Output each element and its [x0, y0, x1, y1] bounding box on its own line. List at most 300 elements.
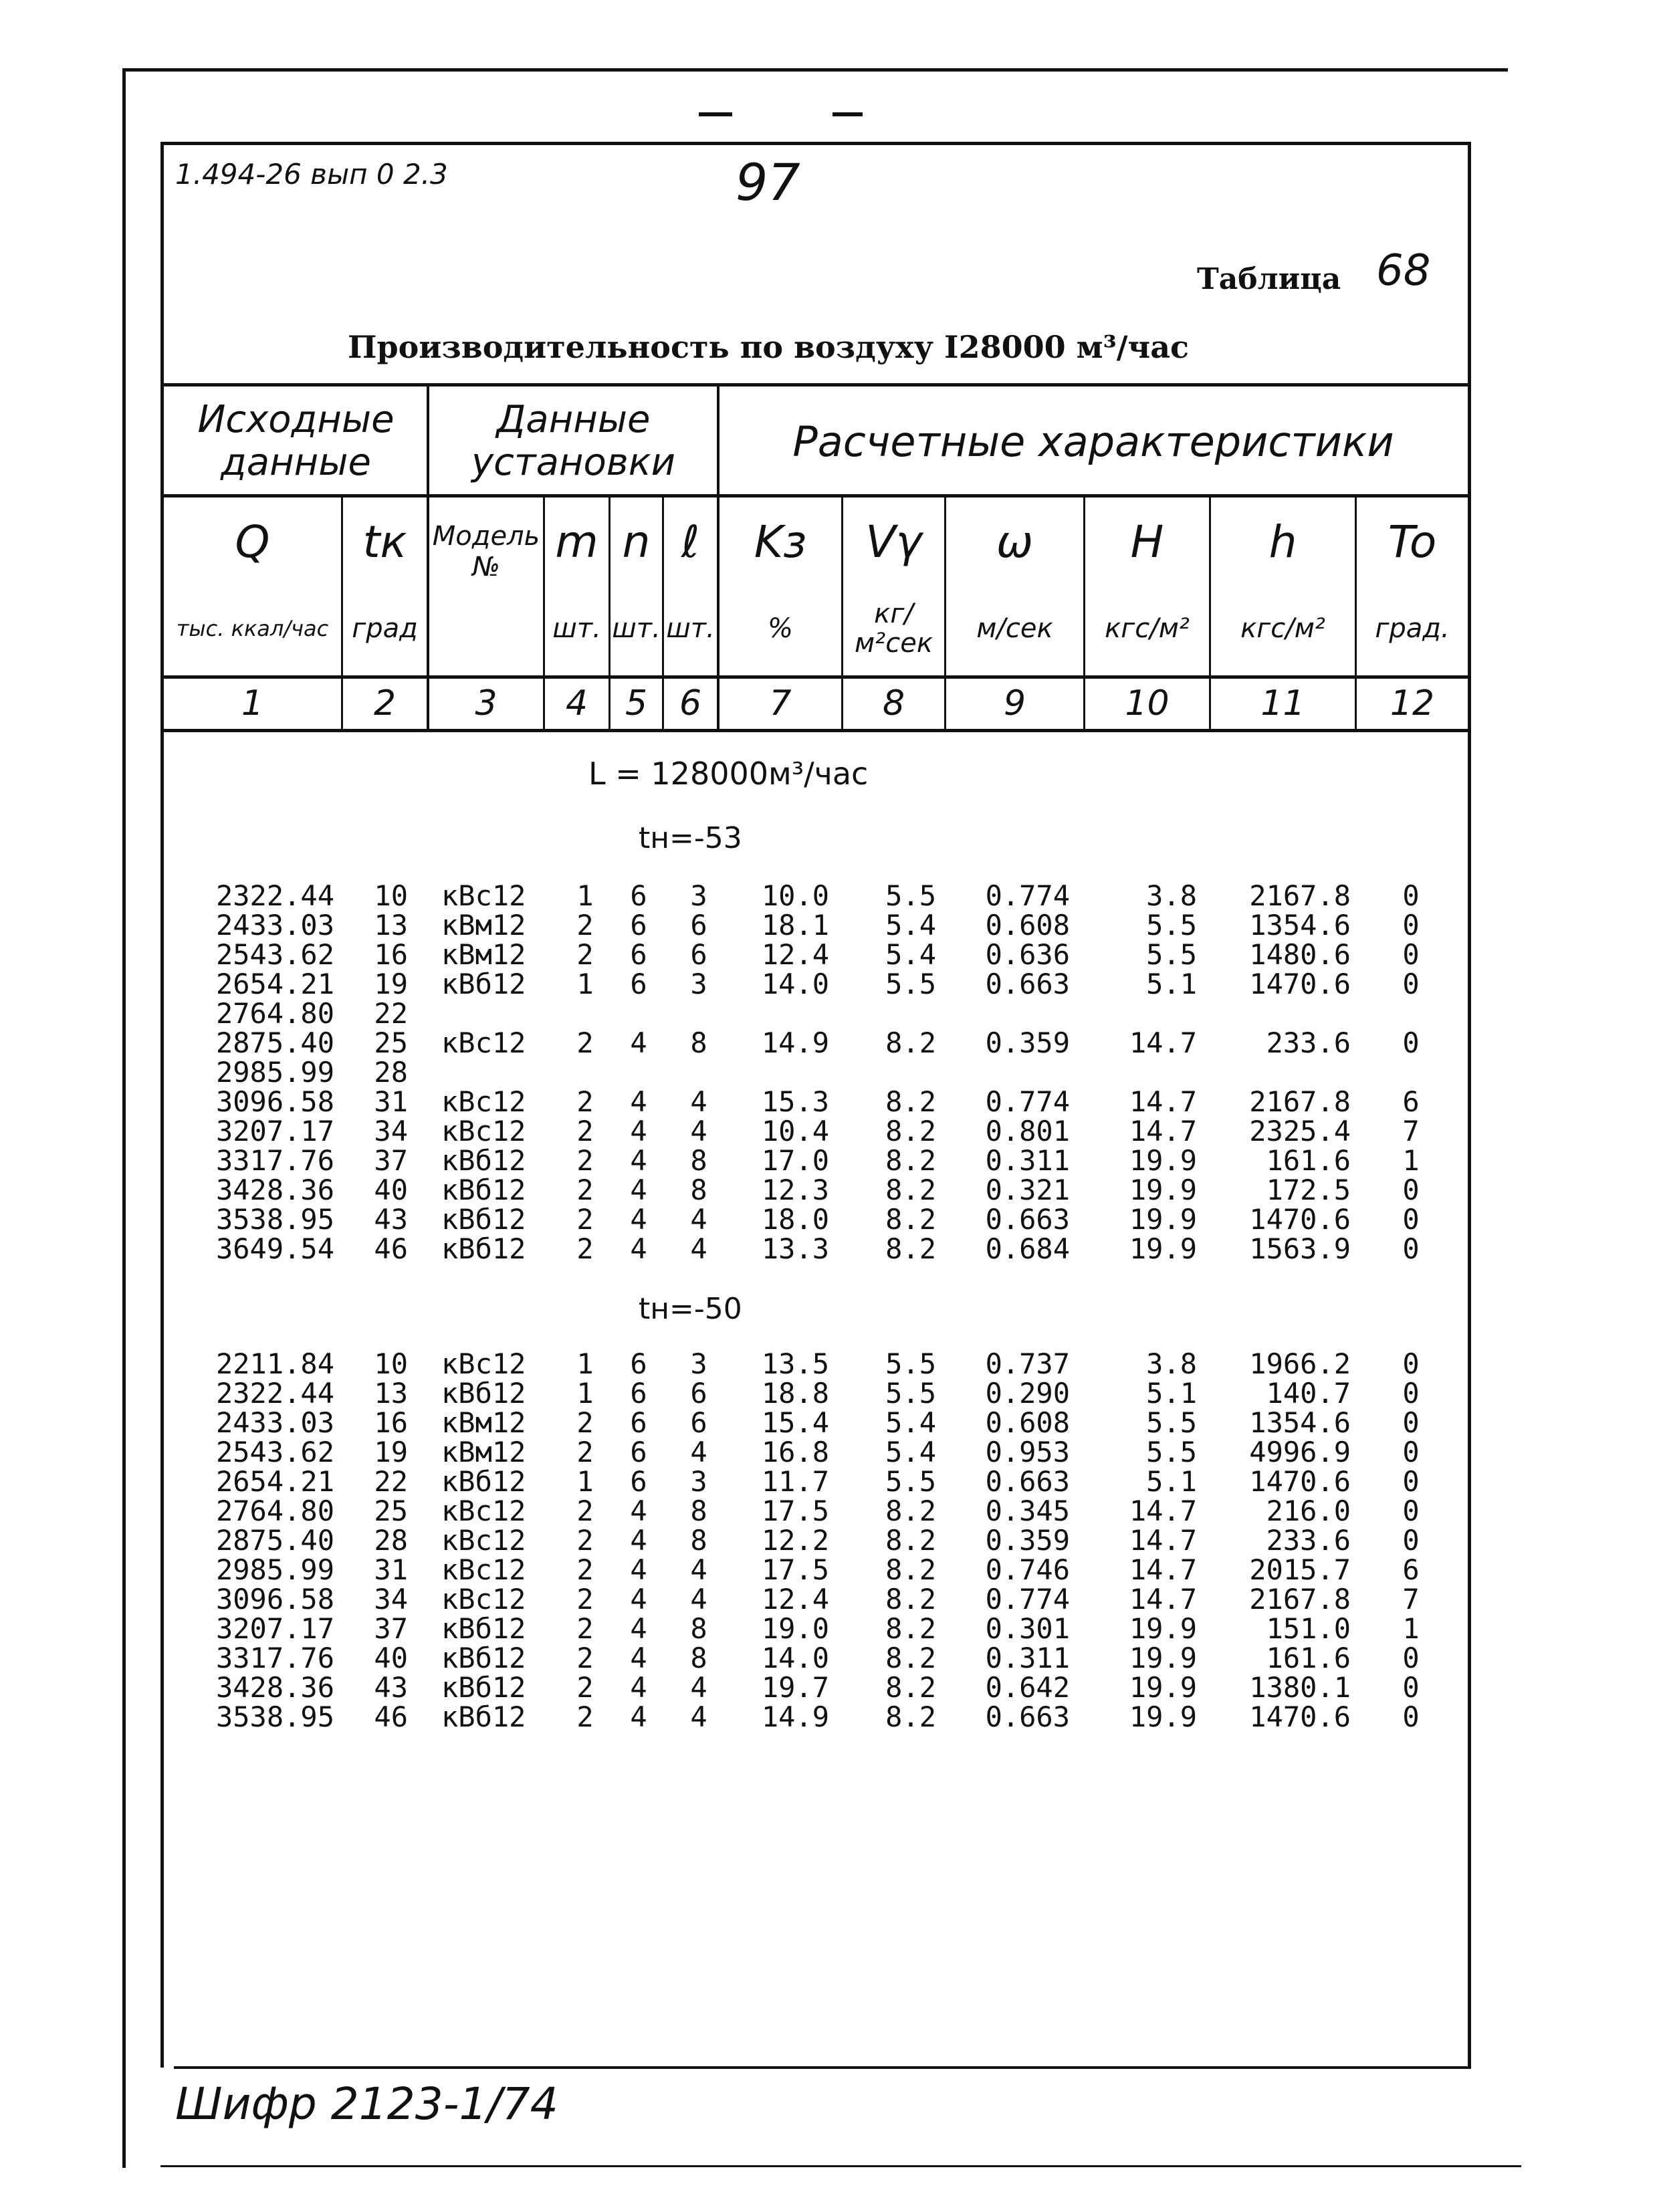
table-cell: 14.7	[1129, 1583, 1197, 1616]
table-cell: 0.608	[985, 1406, 1070, 1439]
table-cell: 19.9	[1129, 1612, 1197, 1645]
table-cell: 161.6	[1266, 1642, 1351, 1674]
table-cell: 2	[576, 909, 594, 942]
table-cell: 17.5	[761, 1495, 829, 1527]
table-cell: 0.345	[985, 1495, 1070, 1527]
table-cell: 5.1	[1146, 968, 1197, 1000]
table-label: Таблица	[1197, 262, 1341, 296]
table-cell: кВб12	[441, 1700, 526, 1733]
table-cell: 8.2	[885, 1642, 936, 1674]
table-cell: 4	[690, 1583, 707, 1616]
table-cell: 1354.6	[1249, 909, 1351, 942]
table-cell: кВб12	[441, 1642, 526, 1674]
table-cell: 5.5	[885, 879, 936, 912]
table-cell: 2	[576, 938, 594, 971]
table-cell: 31	[374, 1553, 408, 1586]
table-cell: 6	[630, 938, 647, 971]
frame-bottom	[174, 2066, 1471, 2069]
column-number: 11	[1260, 683, 1305, 724]
table-cell: 19.9	[1129, 1203, 1197, 1236]
table-cell: 3538.95	[215, 1700, 334, 1733]
table-cell: 2322.44	[215, 1377, 334, 1410]
table-cell: 14.9	[761, 1700, 829, 1733]
table-cell: 14.7	[1129, 1495, 1197, 1527]
table-cell: 0	[1402, 909, 1420, 942]
table-cell: 19.9	[1129, 1671, 1197, 1704]
table-cell: 4	[630, 1612, 647, 1645]
table-cell: 12.2	[761, 1524, 829, 1557]
table-cell: 1380.1	[1249, 1671, 1351, 1704]
table-cell: 2	[576, 1553, 594, 1586]
table-cell: 14.7	[1129, 1553, 1197, 1586]
table-cell: 12.4	[761, 938, 829, 971]
table-cell: 6	[630, 1465, 647, 1498]
table-cell: 25	[374, 1495, 408, 1527]
table-cell: 172.5	[1266, 1174, 1351, 1206]
table-cell: 19.9	[1129, 1174, 1197, 1206]
table-cell: 31	[374, 1085, 408, 1118]
table-cell: 6	[630, 879, 647, 912]
column-symbol: n	[622, 516, 651, 568]
table-cell: 2985.99	[215, 1056, 334, 1089]
table-cell: 8.2	[885, 1583, 936, 1616]
column-unit: град.	[1375, 613, 1450, 644]
table-cell: 0.321	[985, 1174, 1070, 1206]
table-cell: 3428.36	[215, 1174, 334, 1206]
flow-label: L = 128000м³/час	[588, 756, 869, 792]
table-cell: 3317.76	[215, 1642, 334, 1674]
table-cell: 25	[374, 1026, 408, 1059]
table-cell: 8	[690, 1524, 707, 1557]
table-cell: 6	[630, 1406, 647, 1439]
table-cell: 15.4	[761, 1406, 829, 1439]
table-cell: 5.5	[885, 1347, 936, 1380]
table-cell: 8.2	[885, 1524, 936, 1557]
table-cell: 0.636	[985, 938, 1070, 971]
table-cell: 3	[690, 1347, 707, 1380]
table-cell: 4	[630, 1232, 647, 1265]
table-cell: 4	[630, 1144, 647, 1177]
column-symbol: Vγ	[865, 516, 922, 568]
column-symbol: H	[1130, 516, 1164, 568]
table-cell: 13	[374, 909, 408, 942]
table-cell: 2211.84	[215, 1347, 334, 1380]
table-cell: кВб12	[441, 1203, 526, 1236]
page-number: 97	[736, 152, 800, 212]
frame-right	[1468, 142, 1471, 2068]
table-cell: 19	[374, 968, 408, 1000]
frame-left	[160, 142, 164, 2068]
table-cell: 8	[690, 1174, 707, 1206]
table-cell: кВм12	[441, 938, 526, 971]
table-cell: 5.5	[885, 1465, 936, 1498]
table-cell: 0.642	[985, 1671, 1070, 1704]
table-cell: 5.4	[885, 1436, 936, 1468]
table-cell: 14.7	[1129, 1085, 1197, 1118]
table-cell: 8.2	[885, 1671, 936, 1704]
table-cell: 14.7	[1129, 1026, 1197, 1059]
table-cell: 0	[1402, 1232, 1420, 1265]
section2-label: tн=-50	[639, 1292, 742, 1326]
table-cell: 8	[690, 1495, 707, 1527]
table-cell: 0.774	[985, 879, 1070, 912]
outer-left-line	[122, 68, 126, 2168]
table-cell: 46	[374, 1232, 408, 1265]
table-cell: 0	[1402, 1436, 1420, 1468]
table-cell: 10	[374, 879, 408, 912]
column-symbol: Модель №	[432, 521, 540, 582]
table-cell: 7	[1402, 1583, 1420, 1616]
table-cell: 0.774	[985, 1583, 1070, 1616]
table-cell: 8.2	[885, 1232, 936, 1265]
table-cell: 0	[1402, 1700, 1420, 1733]
table-cell: 5.5	[885, 968, 936, 1000]
table-cell: 1470.6	[1249, 1700, 1351, 1733]
table-cell: 4	[690, 1203, 707, 1236]
table-cell: 18.0	[761, 1203, 829, 1236]
column-symbol: Q	[235, 516, 270, 568]
table-cell: 0.359	[985, 1026, 1070, 1059]
table-cell: 10	[374, 1347, 408, 1380]
table-cell: 4	[630, 1203, 647, 1236]
table-cell: 2	[576, 1671, 594, 1704]
column-unit: шт.	[666, 613, 715, 644]
table-cell: 8.2	[885, 1553, 936, 1586]
column-symbol: ℓ	[681, 516, 700, 568]
column-number: 3	[475, 683, 497, 724]
table-cell: 4	[630, 1115, 647, 1147]
table-cell: 3096.58	[215, 1085, 334, 1118]
table-cell: 6	[690, 1406, 707, 1439]
column-symbol: Kз	[754, 516, 807, 568]
table-cell: 22	[374, 1465, 408, 1498]
table-cell: 4	[630, 1642, 647, 1674]
table-cell: 161.6	[1266, 1144, 1351, 1177]
table-cell: 4	[690, 1553, 707, 1586]
table-cell: 4	[630, 1085, 647, 1118]
column-unit: кгс/м²	[1105, 613, 1190, 644]
table-cell: 8.2	[885, 1144, 936, 1177]
table-cell: 2167.8	[1249, 1085, 1351, 1118]
table-cell: кВм12	[441, 1406, 526, 1439]
table-cell: 4	[690, 1085, 707, 1118]
table-cell: 4	[690, 1700, 707, 1733]
table-cell: 8.2	[885, 1495, 936, 1527]
table-cell: 3.8	[1146, 1347, 1197, 1380]
table-cell: 3207.17	[215, 1115, 334, 1147]
table-cell: 3207.17	[215, 1612, 334, 1645]
table-cell: 4	[690, 1436, 707, 1468]
table-cell: 0	[1402, 1347, 1420, 1380]
table-cell: 0.737	[985, 1347, 1070, 1380]
table-cell: 3428.36	[215, 1671, 334, 1704]
table-cell: 43	[374, 1671, 408, 1704]
table-cell: 0	[1402, 1495, 1420, 1527]
table-cell: 1470.6	[1249, 1465, 1351, 1498]
column-symbol: h	[1268, 516, 1297, 568]
table-cell: 19	[374, 1436, 408, 1468]
table-cell: 0.311	[985, 1144, 1070, 1177]
table-cell: 11.7	[761, 1465, 829, 1498]
table-cell: 6	[630, 1436, 647, 1468]
table-cell: 28	[374, 1524, 408, 1557]
table-cell: 1	[576, 1465, 594, 1498]
table-cell: кВм12	[441, 1436, 526, 1468]
table-cell: 0.663	[985, 1700, 1070, 1733]
top-dash-2	[833, 112, 863, 116]
table-cell: 1	[576, 1347, 594, 1380]
column-number: 12	[1390, 683, 1435, 724]
table-cell: 0.684	[985, 1232, 1070, 1265]
table-cell: 5.5	[885, 1377, 936, 1410]
table-cell: 8.2	[885, 1115, 936, 1147]
table-cell: 2015.7	[1249, 1553, 1351, 1586]
table-cell: 2	[576, 1232, 594, 1265]
table-cell: 46	[374, 1700, 408, 1733]
table-cell: 2875.40	[215, 1026, 334, 1059]
column-unit: град	[352, 613, 418, 644]
table-cell: 14.0	[761, 968, 829, 1000]
table-cell: 37	[374, 1144, 408, 1177]
table-cell: кВс12	[441, 1524, 526, 1557]
table-cell: 4	[630, 1700, 647, 1733]
table-cell: 4	[630, 1553, 647, 1586]
table-cell: 2433.03	[215, 909, 334, 942]
table-cell: 4	[630, 1671, 647, 1704]
table-cell: 1	[576, 879, 594, 912]
table-cell: 18.1	[761, 909, 829, 942]
table-cell: 6	[630, 968, 647, 1000]
table-cell: 12.4	[761, 1583, 829, 1616]
table-cell: 0	[1402, 1465, 1420, 1498]
table-cell: 2654.21	[215, 1465, 334, 1498]
table-cell: 19.0	[761, 1612, 829, 1645]
table-cell: 1563.9	[1249, 1232, 1351, 1265]
table-cell: 0	[1402, 1174, 1420, 1206]
table-cell: 22	[374, 997, 408, 1030]
table-cell: 8.2	[885, 1203, 936, 1236]
section1-label: tн=-53	[639, 821, 742, 855]
column-number: 5	[625, 683, 648, 724]
table-cell: 233.6	[1266, 1026, 1351, 1059]
table-cell: 2	[576, 1436, 594, 1468]
table-cell: 2	[576, 1642, 594, 1674]
table-cell: 17.0	[761, 1144, 829, 1177]
doc-code: 1.494-26 вып 0 2.3	[175, 158, 448, 191]
table-cell: 2167.8	[1249, 879, 1351, 912]
table-cell: 8.2	[885, 1612, 936, 1645]
table-cell: 2	[576, 1700, 594, 1733]
table-cell: 5.1	[1146, 1465, 1197, 1498]
table-cell: 19.9	[1129, 1232, 1197, 1265]
table-cell: 2	[576, 1085, 594, 1118]
table-cell: 13	[374, 1377, 408, 1410]
table-cell: кВб12	[441, 1612, 526, 1645]
table-cell: 2322.44	[215, 879, 334, 912]
column-symbol: m	[555, 516, 598, 568]
table-cell: 4	[690, 1671, 707, 1704]
column-unit: тыс. ккал/час	[176, 616, 329, 641]
table-cell: 140.7	[1266, 1377, 1351, 1410]
table-cell: 0	[1402, 1642, 1420, 1674]
table-cell: 4	[630, 1026, 647, 1059]
table-cell: 5.4	[885, 909, 936, 942]
table-cell: 2325.4	[1249, 1115, 1351, 1147]
grid-h1	[160, 383, 1471, 386]
table-cell: 14.7	[1129, 1524, 1197, 1557]
table-cell: 2	[576, 1524, 594, 1557]
table-cell: 8	[690, 1026, 707, 1059]
table-cell: 16	[374, 938, 408, 971]
table-cell: 17.5	[761, 1553, 829, 1586]
table-cell: 1	[576, 968, 594, 1000]
table-cell: кВб12	[441, 1144, 526, 1177]
table-cell: 2875.40	[215, 1524, 334, 1557]
table-cell: 37	[374, 1612, 408, 1645]
table-cell: 6	[630, 1377, 647, 1410]
table-cell: 0.953	[985, 1436, 1070, 1468]
table-cell: 5.4	[885, 938, 936, 971]
column-symbol: To	[1388, 516, 1437, 568]
column-number: 10	[1125, 683, 1170, 724]
table-cell: 8.2	[885, 1174, 936, 1206]
outer-bottom-line	[160, 2165, 1521, 2167]
table-cell: 5.1	[1146, 1377, 1197, 1410]
table-cell: 1	[1402, 1144, 1420, 1177]
table-cell: 18.8	[761, 1377, 829, 1410]
table-cell: 3096.58	[215, 1583, 334, 1616]
table-cell: 216.0	[1266, 1495, 1351, 1527]
table-cell: кВб12	[441, 1671, 526, 1704]
column-unit: м/сек	[976, 613, 1053, 644]
group-calc-data: Расчетные характеристики	[792, 417, 1394, 466]
column-number: 8	[882, 683, 905, 724]
table-cell: 2433.03	[215, 1406, 334, 1439]
table-cell: кВс12	[441, 1347, 526, 1380]
table-cell: кВб12	[441, 1377, 526, 1410]
table-cell: 0.746	[985, 1553, 1070, 1586]
table-cell: кВб12	[441, 968, 526, 1000]
table-cell: 14.7	[1129, 1115, 1197, 1147]
table-cell: 3	[690, 968, 707, 1000]
table-cell: 6	[690, 938, 707, 971]
table-cell: кВб12	[441, 1174, 526, 1206]
table-cell: 233.6	[1266, 1524, 1351, 1557]
table-cell: 5.5	[1146, 909, 1197, 942]
table-cell: 3	[690, 879, 707, 912]
table-cell: 2	[576, 1203, 594, 1236]
table-cell: кВс12	[441, 1495, 526, 1527]
table-cell: 6	[1402, 1553, 1420, 1586]
table-cell: 0	[1402, 879, 1420, 912]
table-cell: кВс12	[441, 1583, 526, 1616]
table-cell: 0.663	[985, 1203, 1070, 1236]
cipher-footer: Шифр 2123-1/74	[175, 2078, 558, 2130]
table-cell: 2	[576, 1026, 594, 1059]
table-cell: 2167.8	[1249, 1583, 1351, 1616]
table-cell: 7	[1402, 1115, 1420, 1147]
table-cell: 16	[374, 1406, 408, 1439]
table-cell: 0.608	[985, 909, 1070, 942]
table-cell: 3317.76	[215, 1144, 334, 1177]
table-cell: 2	[576, 1583, 594, 1616]
table-cell: 1966.2	[1249, 1347, 1351, 1380]
table-cell: 0.774	[985, 1085, 1070, 1118]
table-cell: 8	[690, 1612, 707, 1645]
table-cell: 8.2	[885, 1026, 936, 1059]
table-cell: 8	[690, 1642, 707, 1674]
table-cell: 4	[630, 1174, 647, 1206]
table-cell: 5.5	[1146, 938, 1197, 971]
table-cell: 2	[576, 1612, 594, 1645]
table-cell: 6	[630, 1347, 647, 1380]
table-cell: 2543.62	[215, 938, 334, 971]
table-cell: 0	[1402, 1377, 1420, 1410]
table-cell: 8.2	[885, 1085, 936, 1118]
grid-h4	[160, 729, 1471, 732]
table-cell: 6	[630, 909, 647, 942]
table-cell: 0.290	[985, 1377, 1070, 1410]
table-cell: 0	[1402, 1203, 1420, 1236]
table-cell: 14.0	[761, 1642, 829, 1674]
table-cell: 0	[1402, 1026, 1420, 1059]
table-cell: 6	[690, 909, 707, 942]
table-cell: кВс12	[441, 1553, 526, 1586]
table-cell: кВс12	[441, 1085, 526, 1118]
table-cell: 2	[576, 1115, 594, 1147]
column-unit: %	[767, 613, 793, 644]
table-cell: 5.5	[1146, 1436, 1197, 1468]
grid-h2	[160, 494, 1471, 497]
table-cell: кВб12	[441, 1465, 526, 1498]
table-cell: 0.663	[985, 1465, 1070, 1498]
table-cell: 1354.6	[1249, 1406, 1351, 1439]
table-cell: 0	[1402, 938, 1420, 971]
table-cell: 1480.6	[1249, 938, 1351, 971]
table-cell: 28	[374, 1056, 408, 1089]
table-cell: 2	[576, 1174, 594, 1206]
column-unit: кгс/м²	[1240, 613, 1325, 644]
table-cell: 0	[1402, 1406, 1420, 1439]
table-cell: 6	[1402, 1085, 1420, 1118]
table-cell: 4	[630, 1524, 647, 1557]
table-cell: 0	[1402, 1524, 1420, 1557]
table-cell: 1470.6	[1249, 1203, 1351, 1236]
table-cell: 0.311	[985, 1642, 1070, 1674]
table-cell: 34	[374, 1583, 408, 1616]
table-cell: 151.0	[1266, 1612, 1351, 1645]
table-cell: 14.9	[761, 1026, 829, 1059]
table-cell: 3649.54	[215, 1232, 334, 1265]
table-cell: 4	[690, 1232, 707, 1265]
table-cell: 0.801	[985, 1115, 1070, 1147]
table-cell: 2	[576, 1406, 594, 1439]
group-install-data: Данные установки	[471, 398, 675, 484]
column-number: 4	[565, 683, 588, 724]
table-cell: 1470.6	[1249, 968, 1351, 1000]
table-cell: 34	[374, 1115, 408, 1147]
table-cell: 2764.80	[215, 1495, 334, 1527]
table-cell: 0	[1402, 1671, 1420, 1704]
table-cell: 13.3	[761, 1232, 829, 1265]
table-cell: 2985.99	[215, 1553, 334, 1586]
table-title: Производительность по воздуху I28000 м³/час	[348, 329, 1190, 365]
table-cell: 5.4	[885, 1406, 936, 1439]
table-cell: 19.9	[1129, 1144, 1197, 1177]
table-cell: 3538.95	[215, 1203, 334, 1236]
column-number: 6	[679, 683, 702, 724]
table-cell: 40	[374, 1642, 408, 1674]
